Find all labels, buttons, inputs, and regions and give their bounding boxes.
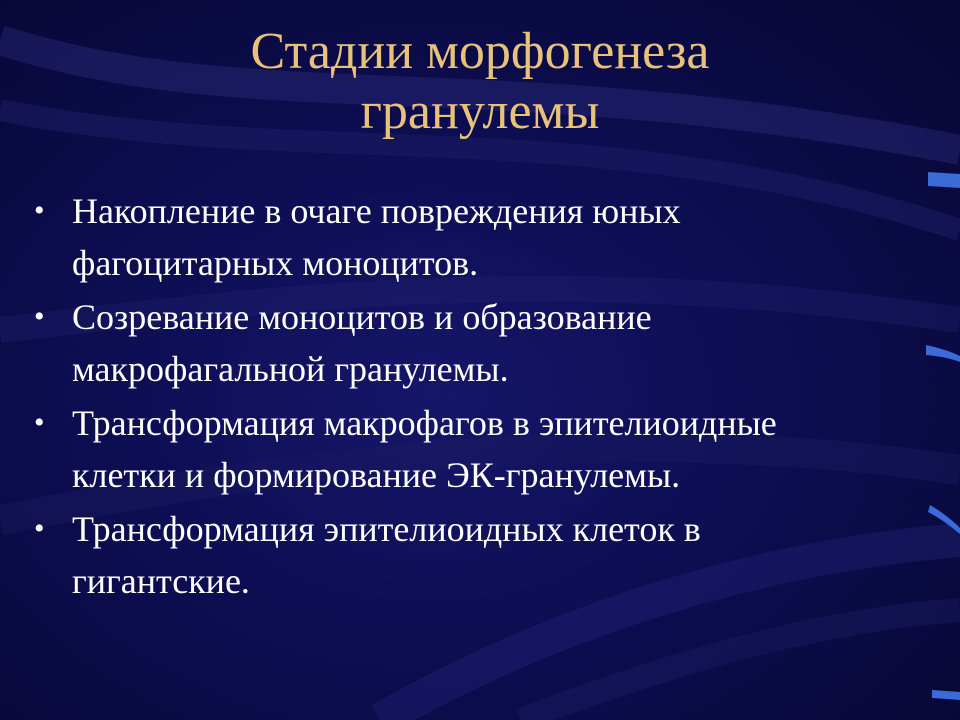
- title-line-2: гранулемы: [360, 83, 600, 140]
- bullet-line: гигантские.: [72, 561, 250, 601]
- bullet-text: [72, 503, 932, 607]
- bullet-marker: •: [34, 194, 45, 227]
- title-line-1: Стадии морфогенеза: [250, 23, 710, 80]
- bullet-marker: •: [34, 512, 45, 545]
- slide-title: [0, 22, 960, 142]
- bullet-item: [32, 397, 932, 501]
- bullet-line: Трансформация макрофагов в эпителиоидные: [72, 403, 777, 443]
- bullet-list: [32, 185, 932, 609]
- bullet-line: фагоцитарных моноцитов.: [72, 243, 479, 283]
- bullet-text: [72, 397, 932, 501]
- bullet-text: [72, 185, 932, 289]
- bullet-line: макрофагальной гранулемы.: [72, 349, 509, 389]
- bullet-item: [32, 291, 932, 395]
- bullet-marker: •: [34, 406, 45, 439]
- bullet-line: Трансформация эпителиоидных клеток в: [72, 509, 701, 549]
- bullet-line: Накопление в очаге повреждения юных: [72, 191, 681, 231]
- bullet-text: [72, 291, 932, 395]
- bullet-line: Созревание моноцитов и образование: [72, 297, 652, 337]
- bullet-item: [32, 503, 932, 607]
- bullet-marker: •: [34, 300, 45, 333]
- bullet-item: [32, 185, 932, 289]
- bullet-line: клетки и формирование ЭК-гранулемы.: [72, 455, 681, 495]
